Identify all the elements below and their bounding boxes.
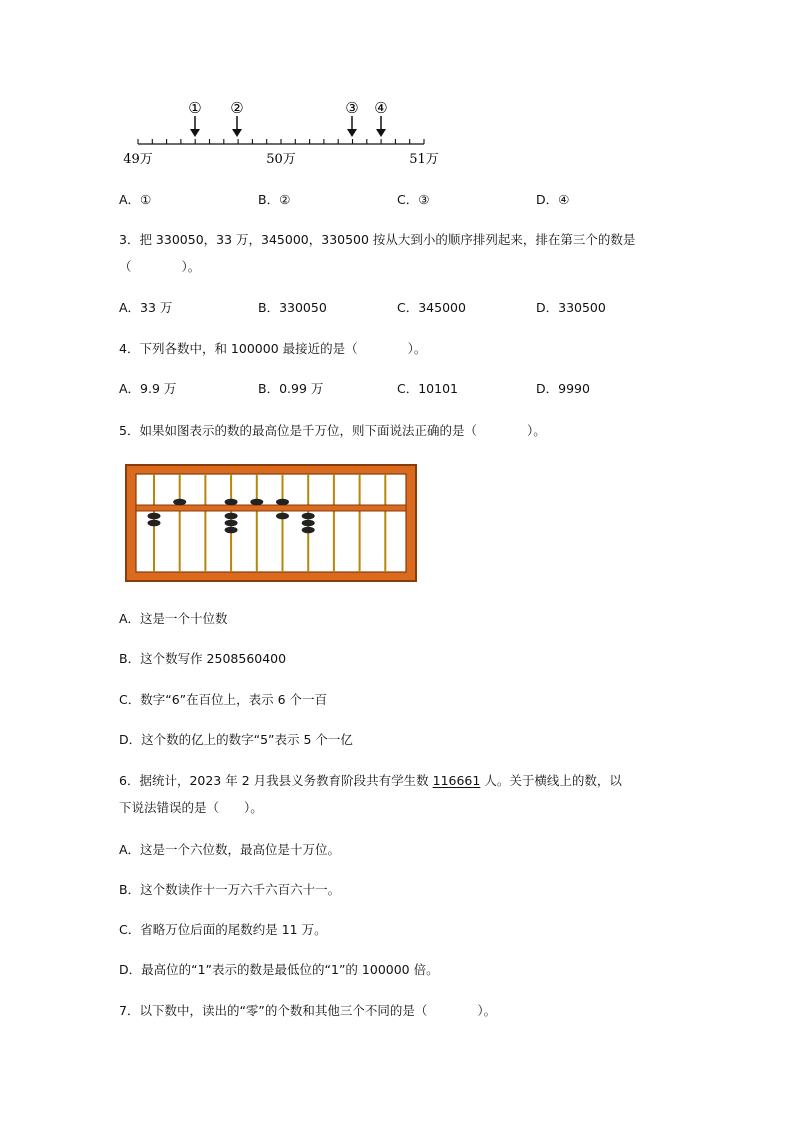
q6-option-d[interactable]: D．最高位的“1”表示的数是最低位的“1”的 100000 倍。 [119,962,439,977]
q5-option-d[interactable]: D．这个数的亿上的数字“5”表示 5 个一亿 [119,732,353,747]
marker-4 [374,99,387,137]
abacus-lower-bead [302,513,315,520]
q5-option-c[interactable]: C．数字“6”在百位上，表示 6 个一百 [119,692,328,707]
marker-3-label: ③ [345,99,359,117]
q3-stem-line2: （ ）。 [119,259,201,274]
abacus-lower-bead [276,513,289,520]
q6-underlined-number: 116661 [432,773,481,788]
q2-option-d[interactable]: D．④ [536,192,570,207]
axis-label-51wan: 51万 [409,152,439,167]
abacus-upper-bead [276,499,289,506]
abacus-upper-bead [173,499,186,506]
abacus-lower-bead [148,513,161,520]
arrow-down-icon [347,129,357,137]
abacus-lower-bead [225,527,238,534]
abacus-beam [136,505,406,511]
q6-option-b[interactable]: B．这个数读作十一万六千六百六十一。 [119,882,341,897]
abacus-upper-bead [250,499,263,506]
q2-option-a[interactable]: A．① [119,192,152,207]
q6-option-a[interactable]: A．这是一个六位数，最高位是十万位。 [119,842,341,857]
q3-stem-line1: 3．把 330050，33 万，345000，330500 按从大到小的顺序排列起来，排在第三个的数是 [119,232,636,247]
arrow-down-icon [376,129,386,137]
number-line-figure [0,0,794,175]
q2-option-b[interactable]: B．② [258,192,291,207]
abacus-frame-inner [136,474,406,572]
q6-stem-line1 [119,773,622,789]
q4-stem: 4．下列各数中，和 100000 最接近的是（ ）。 [119,341,427,356]
q6-stem-line2: 下说法错误的是（ ）。 [119,800,263,815]
number-line-ticks [138,139,424,144]
q3-option-c[interactable]: C．345000 [397,300,466,315]
q4-option-d[interactable]: D．9990 [536,381,590,396]
axis-label-49wan: 49万 [123,152,153,167]
q5-option-a[interactable]: A．这是一个十位数 [119,611,228,626]
q3-option-d[interactable]: D．330500 [536,300,606,315]
q4-option-c[interactable]: C．10101 [397,381,458,396]
q6-stem-post: 人。关于横线上的数，以 [480,773,622,788]
marker-1-label: ① [188,99,202,117]
abacus-lower-bead [302,527,315,534]
q5-option-b[interactable]: B．这个数写作 2508560400 [119,651,287,666]
q3-option-a[interactable]: A．33 万 [119,300,173,315]
abacus-lower-bead [225,520,238,527]
q4-option-b[interactable]: B．0.99 万 [258,381,324,396]
arrow-down-icon [232,129,242,137]
marker-4-label: ④ [374,99,388,117]
q3-option-b[interactable]: B．330050 [258,300,327,315]
axis-label-50wan: 50万 [266,152,296,167]
marker-1 [188,99,201,137]
q2-option-c[interactable]: C．③ [397,192,430,207]
q5-stem: 5．如果如图表示的数的最高位是千万位，则下面说法正确的是（ ）。 [119,423,546,438]
q4-option-a[interactable]: A．9.9 万 [119,381,177,396]
q7-stem: 7．以下数中，读出的“零”的个数和其他三个不同的是（ ）。 [119,1003,497,1018]
marker-3 [345,99,358,137]
abacus-lower-bead [225,513,238,520]
abacus-lower-bead [302,520,315,527]
arrow-down-icon [190,129,200,137]
marker-2-label: ② [230,99,244,117]
abacus-lower-bead [148,520,161,527]
abacus-figure [125,464,417,582]
q6-option-c[interactable]: C．省略万位后面的尾数约是 11 万。 [119,922,327,937]
q6-stem-pre: 6．据统计，2023 年 2 月我县义务教育阶段共有学生数 [119,773,433,788]
abacus-upper-bead [225,499,238,506]
marker-2 [230,99,243,137]
